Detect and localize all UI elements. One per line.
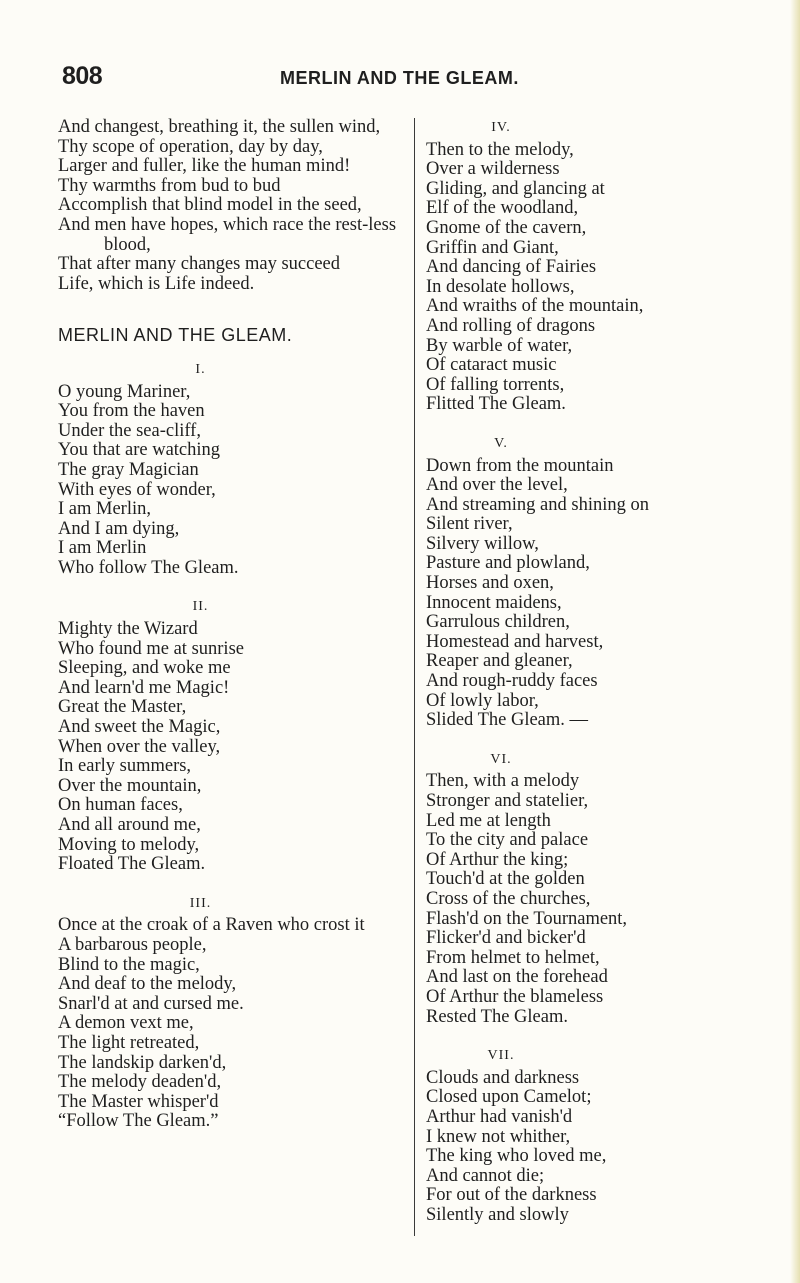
poem-line: When over the valley, [58,736,221,757]
poem-line: The king who loved me, [426,1146,607,1167]
poem-line: Slided The Gleam. — [426,710,589,731]
poem-line: Elf of the woodland, [426,198,579,219]
poem-line: Who follow The Gleam. [58,557,239,578]
poem-line: I am Merlin, [58,499,151,520]
poem-line: Rested The Gleam. [426,1006,568,1027]
poem-line: Pasture and plowland, [426,553,590,574]
column-divider [414,118,415,1236]
stanza-5 [426,434,746,731]
poem-line: From helmet to helmet, [426,947,600,968]
page-header [62,62,752,92]
poem-line: And dancing of Fairies [426,257,597,278]
stanza-6 [426,750,746,1027]
poem-line: Silently and slowly [426,1204,569,1225]
poem-line: The landskip darken'd, [58,1052,227,1073]
stanza-numeral: I. [195,361,206,377]
poem-line: That after many changes may succeed [58,254,340,275]
poem-line: Flitted The Gleam. [426,394,566,415]
poem-line: With eyes of wonder, [58,479,216,500]
poem-line: The melody deaden'd, [58,1072,222,1093]
poem-line: Life, which is Life indeed. [58,273,255,294]
poem-line: Under the sea-cliff, [58,420,201,441]
stanza-numeral: VII. [487,1048,515,1064]
poem-line: For out of the darkness [426,1185,597,1206]
poem-line: Floated The Gleam. [58,854,206,875]
stanza-numeral: VI. [490,751,512,767]
poem-line: In early summers, [58,756,192,777]
poem-title: MERLIN AND THE GLEAM. [58,325,293,346]
poem-line: Of lowly labor, [426,690,539,711]
poem-line: And learn'd me Magic! [58,677,230,698]
poem-line: And cannot die; [426,1165,545,1186]
poem-line: Touch'd at the golden [426,869,585,890]
poem-line: By warble of water, [426,335,573,356]
poem-line: The gray Magician [58,459,199,480]
poem-line: Once at the croak of a Raven who crost it [58,915,365,936]
poem-line: Who found me at sunrise [58,638,244,659]
poem-line: Garrulous children, [426,612,570,633]
poem-line: Over a wilderness [426,159,560,180]
poem-line: And deaf to the melody, [58,974,237,995]
stanza-numeral: III. [189,895,212,911]
left-column [58,118,403,1151]
stanza-3 [58,894,403,1132]
poem-line: You that are watching [58,440,221,461]
poem-line: I knew not whither, [426,1126,571,1147]
poem-line: Innocent maidens, [426,592,562,613]
poem-line: Of falling torrents, [426,374,565,395]
poem-line: And all around me, [58,815,201,835]
poem-line: And rolling of dragons [426,315,596,336]
poem-line: Gliding, and glancing at [426,178,605,199]
poem-line: A barbarous people, [58,934,207,955]
stanza-numeral: IV. [491,120,511,135]
stanza-numeral: II. [192,599,209,615]
running-title: MERLIN AND THE GLEAM. [280,68,519,88]
poem-line: And I am dying, [58,518,180,539]
poem-line: Thy warmths from bud to bud [58,175,281,196]
poem-line: Down from the mountain [426,455,614,476]
poem-line: And last on the forehead [426,967,608,988]
poem-line: Led me at length [426,810,551,831]
poem-line: Of Arthur the king; [426,849,569,870]
stanza-7 [426,1046,746,1225]
poem-line: To the city and palace [426,830,589,851]
poem-line: And men have hopes, which race the rest-less blood, [58,214,397,255]
poem-line: The Master whisper'd [58,1091,219,1112]
poem-line: Of cataract music [426,355,557,376]
poem-line: Griffin and Giant, [426,237,559,258]
page-edge-shadow [790,0,800,1283]
poem-line: O young Mariner, [58,381,191,402]
poem-line: Clouds and darkness [426,1067,580,1088]
poem-line: I am Merlin [58,538,147,559]
poem-line: And changest, breathing it, the sullen wind, [58,117,381,137]
poem-line: Moving to melody, [58,834,200,855]
poem-line: Closed upon Camelot; [426,1087,592,1108]
previous-poem-ending [58,118,403,294]
poem-line: And rough-ruddy faces [426,671,598,692]
poem-line: On human faces, [58,795,183,816]
stanza-numeral: V. [494,435,508,451]
poem-line: Over the mountain, [58,775,202,796]
poem-line: Sleeping, and woke me [58,658,231,679]
poem-line: Great the Master, [58,697,187,718]
poem-line: Gnome of the cavern, [426,217,587,238]
poem-line: Reaper and gleaner, [426,651,573,672]
poem-line: Thy scope of operation, day by day, [58,136,323,157]
poem-line: Flash'd on the Tournament, [426,908,628,929]
poem-line: Snarl'd at and cursed me. [58,993,244,1014]
poem-line: Larger and fuller, like the human mind! [58,156,351,177]
poem-line: “Follow The Gleam.” [58,1111,219,1132]
poem-line: In desolate hollows, [426,276,575,297]
stanza-4 [426,118,746,415]
poem-line: The light retreated, [58,1032,200,1053]
poem-line: And over the level, [426,475,568,496]
poem-line: Stronger and statelier, [426,791,589,811]
poem-line: Accomplish that blind model in the seed, [58,195,362,216]
poem-line: Horses and oxen, [426,573,554,594]
poem-line: Flicker'd and bicker'd [426,928,586,949]
poem-line: Silvery willow, [426,533,539,554]
stanza-2 [58,597,403,874]
poem-line: Of Arthur the blameless [426,986,604,1007]
poem-line: And wraiths of the mountain, [426,296,644,317]
poem-line: And streaming and shining on [426,494,650,515]
stanza-1 [58,360,403,579]
poem-line: Then, with a melody [426,771,580,792]
right-column [426,118,746,1244]
poem-line: Mighty the Wizard [58,619,198,640]
poem-line: A demon vext me, [58,1013,194,1034]
poem-line: Then to the melody, [426,139,574,160]
poem-line: Blind to the magic, [58,954,200,975]
poem-line: Cross of the churches, [426,888,591,909]
poem-line: Arthur had vanish'd [426,1106,573,1127]
poem-line: Homestead and harvest, [426,631,604,652]
poem-line: And sweet the Magic, [58,717,221,738]
poem-line: You from the haven [58,401,205,422]
poem-line: Silent river, [426,514,513,535]
page-number: 808 [62,62,103,90]
